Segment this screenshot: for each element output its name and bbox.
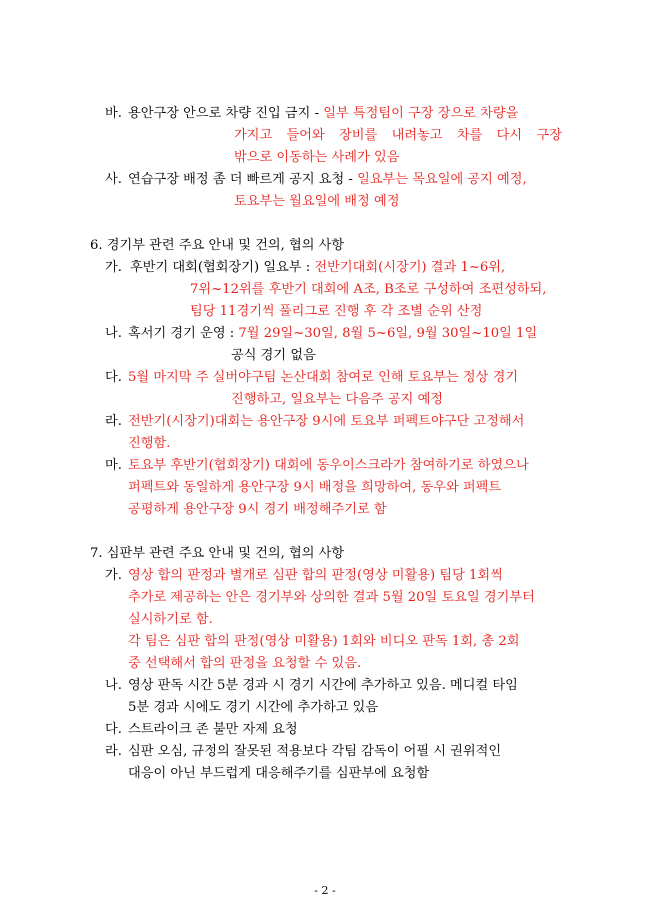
s7-ga-line5: 중 선택해서 합의 판정을 요청할 수 있음.: [128, 656, 362, 671]
s7-ga-line1: 영상 합의 판정과 별개로 심판 합의 판정(영상 미활용) 팀당 1회씩: [128, 568, 503, 583]
item-ba-line1-red: 일부 특정팀이 구장 장으로 차량을: [323, 106, 519, 121]
s6-ga-line1: [130, 259, 505, 276]
item-sa-marker: 사.: [105, 172, 122, 187]
page-number: - 2 -: [314, 884, 336, 897]
s6-ga-line1-red: 전반기대회(시장기) 결과 1~6위,: [314, 260, 506, 275]
s6-da-line2: 진행하고, 일요부는 다음주 공지 예정: [231, 392, 444, 407]
item-ba-line1: [128, 105, 518, 122]
s7-da-marker: 다.: [105, 722, 122, 737]
s7-na-marker: 나.: [105, 678, 122, 693]
item-sa-line2: 토요부는 월요일에 배정 예정: [234, 194, 400, 209]
item-sa-line1: [128, 171, 527, 188]
s7-ga-line2: 추가로 제공하는 안은 경기부와 상의한 결과 5월 20일 토요일 경기부터: [128, 590, 535, 605]
s6-ma-line1: 토요부 후반기(협회장기) 대회에 동우이스크라가 참여하기로 하였으나: [128, 458, 529, 473]
s7-ga-line4: 각 팀은 심판 합의 판정(영상 미활용) 1회와 비디오 판독 1회, 총 2회: [128, 634, 520, 649]
item-ba-line3: 밖으로 이동하는 사례가 있음: [234, 150, 400, 165]
s6-ra-marker: 라.: [105, 414, 122, 429]
s7-ra-line2: 대응이 아닌 부드럽게 대응해주기를 심판부에 요청함: [128, 766, 430, 781]
item-ba-marker: 바.: [105, 106, 122, 121]
s6-ga-line1-black: 후반기 대회(협회장기) 일요부 :: [130, 260, 315, 275]
s6-ra-line1: 전반기(시장기)대회는 용안구장 9시에 토요부 퍼펙트야구단 고정해서: [128, 414, 525, 429]
s6-ga-line2: 7위~12위를 후반기 대회에 A조, B조로 구성하여 조편성하되,: [190, 282, 547, 297]
s6-na-marker: 나.: [105, 326, 122, 341]
s7-ra-marker: 라.: [105, 744, 122, 759]
s7-ga-line3: 실시하기로 함.: [128, 612, 213, 627]
s6-na-line1-black: 혹서기 경기 운영 :: [128, 326, 239, 341]
item-sa-line1-black: 연습구장 배정 좀 더 빠르게 공지 요청 -: [128, 172, 358, 187]
s6-na-line2: 공식 경기 없음: [231, 348, 316, 363]
s7-na-line1: 영상 판독 시간 5분 경과 시 경기 시간에 추가하고 있음. 메디컬 타임: [128, 678, 518, 693]
s6-ga-marker: 가.: [105, 260, 122, 275]
s6-ma-line3: 공평하게 용안구장 9시 경기 배정해주기로 함: [128, 502, 387, 517]
item-sa-line1-red: 일요부는 목요일에 공지 예정,: [357, 172, 527, 187]
s7-na-line2: 5분 경과 시에도 경기 시간에 추가하고 있음: [128, 700, 379, 715]
s6-ra-line2: 진행함.: [128, 436, 171, 451]
item-ba-line1-black: 용안구장 안으로 차량 진입 금지 -: [128, 106, 324, 121]
s6-ma-marker: 마.: [105, 458, 122, 473]
s6-da-marker: 다.: [105, 370, 122, 385]
s6-da-line1: 5월 마지막 주 실버야구팀 논산대회 참여로 인해 토요부는 정상 경기: [128, 370, 519, 385]
s6-na-line1: [128, 325, 537, 342]
s7-da-line1: 스트라이크 존 불만 자제 요청: [128, 722, 298, 737]
s6-ma-line2: 퍼펙트와 동일하게 용안구장 9시 배정을 희망하여, 동우와 퍼펙트: [128, 480, 502, 495]
s6-na-line1-red: 7월 29일~30일, 8월 5~6일, 9월 30일~10일 1일: [238, 326, 538, 341]
section6-heading: 6. 경기부 관련 주요 안내 및 건의, 협의 사항: [90, 238, 345, 253]
item-ba-line2: 가지고 들어와 장비를 내려놓고 차를 다시 구장: [234, 128, 562, 143]
s7-ra-line1: 심판 오심, 규정의 잘못된 적용보다 각팀 감독이 어필 시 권위적인: [128, 744, 502, 759]
s6-ga-line3: 팀당 11경기씩 풀리그로 진행 후 각 조별 순위 산정: [190, 304, 483, 319]
section7-heading: 7. 심판부 관련 주요 안내 및 건의, 협의 사항: [90, 546, 345, 561]
s7-ga-marker: 가.: [105, 568, 122, 583]
